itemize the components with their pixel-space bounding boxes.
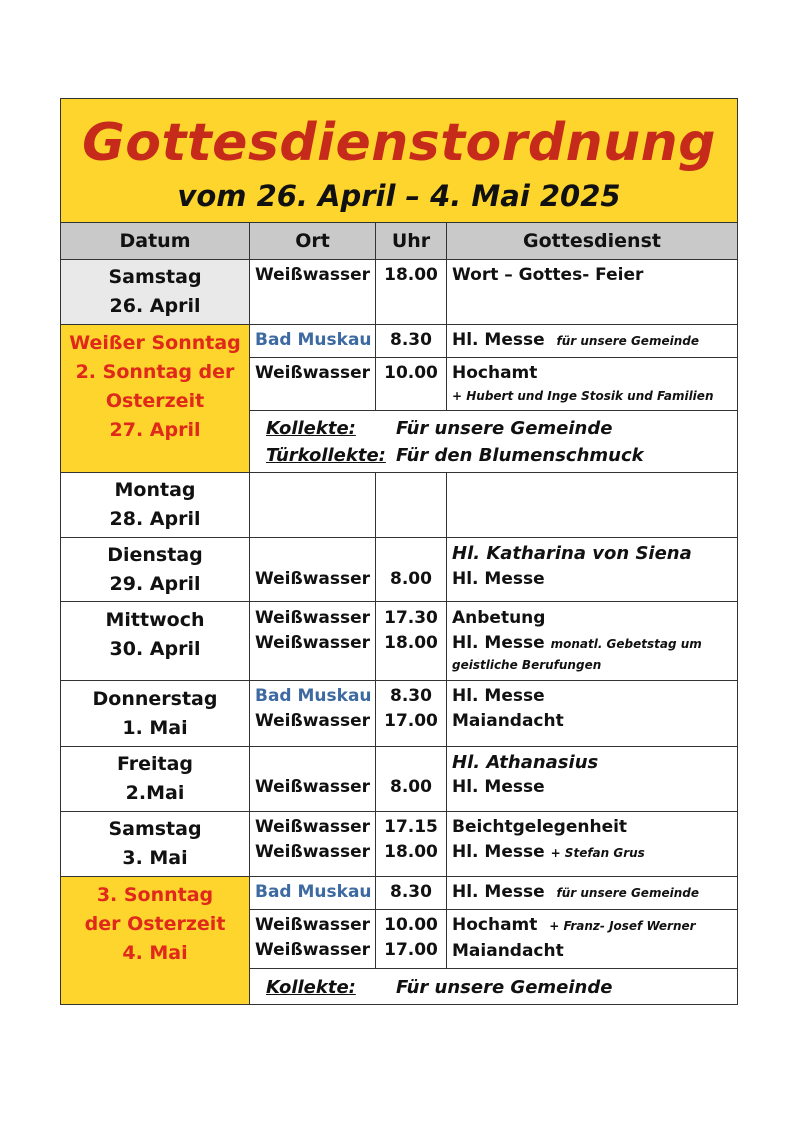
location: Bad Muskau — [255, 330, 372, 350]
collection-text: Für unsere Gemeinde — [396, 977, 613, 998]
collection-label: Kollekte: — [266, 418, 356, 439]
date-cell — [61, 815, 249, 873]
service-note: geistliche Berufungen — [452, 658, 602, 672]
col-header-uhr: Uhr — [376, 223, 446, 260]
location: Weißwasser — [255, 265, 371, 285]
collection — [266, 974, 612, 1001]
service-note: für unsere Gemeinde — [556, 334, 699, 348]
time: 10.00 17.00 — [384, 915, 438, 960]
location: Weißwasser — [255, 569, 371, 589]
service-note: + Franz- Josef Werner — [549, 919, 696, 933]
service: Hl. Messe Maiandacht — [452, 686, 564, 731]
time: 8.00 — [390, 777, 432, 797]
date: 26. April — [109, 295, 201, 317]
weekday: Montag — [114, 479, 196, 501]
feast-name: 3. Sonntag — [96, 884, 214, 906]
service-note: monatl. Gebetstag um — [550, 637, 702, 651]
time: 18.00 — [384, 265, 438, 285]
date-cell — [61, 263, 249, 321]
date-cell — [61, 329, 249, 445]
service: Hl. Messe für unsere Gemeinde — [452, 882, 699, 902]
weekday: Mittwoch — [105, 609, 205, 631]
service-note: für unsere Gemeinde — [556, 886, 699, 900]
date: 4. Mai — [122, 942, 188, 964]
collection-label: Türkollekte: — [266, 445, 386, 466]
time: 17.30 18.00 — [384, 608, 438, 653]
feast-name: der Osterzeit — [84, 913, 226, 935]
date: 1. Mai — [122, 717, 188, 739]
service-note: + Hubert und Inge Stosik und Familien — [452, 389, 714, 403]
feast-name: 2. Sonntag der — [75, 361, 235, 383]
collection-label: Kollekte: — [266, 977, 356, 998]
weekday: Dienstag — [107, 544, 203, 566]
service — [447, 328, 699, 354]
time: 8.30 17.00 — [384, 686, 438, 731]
service-name: Hl. Messe — [452, 330, 545, 350]
service-name: Anbetung — [452, 608, 546, 628]
service-name: Hochamt — [452, 363, 538, 383]
saint-day: Hl. Athanasius — [452, 752, 599, 773]
date-cell — [61, 541, 249, 599]
date: 2.Mai — [125, 782, 185, 804]
page-title: Gottesdienstordnung — [82, 113, 716, 173]
weekday: Freitag — [116, 753, 194, 775]
date-cell — [61, 881, 249, 968]
collection — [266, 415, 644, 469]
col-header-gottesdienst: Gottesdienst — [447, 223, 737, 260]
weekday: Samstag — [108, 266, 202, 288]
location: Weißwasser Weißwasser — [255, 608, 371, 653]
weekday: Samstag — [108, 818, 202, 840]
time: 8.00 — [390, 569, 432, 589]
date: 30. April — [109, 638, 201, 660]
location: Weißwasser Weißwasser — [255, 817, 371, 862]
col-header-datum: Datum — [61, 223, 249, 260]
weekday: Donnerstag — [92, 688, 218, 710]
service — [447, 361, 713, 406]
time: 8.30 — [390, 882, 432, 902]
date: 27. April — [109, 419, 201, 441]
service: Hochamt + Franz- Josef Werner Maiandacht — [452, 915, 696, 961]
date-cell — [61, 606, 249, 664]
time: 10.00 — [384, 363, 438, 383]
feast-name: Weißer Sonntag — [69, 332, 241, 354]
time: 8.30 — [390, 330, 432, 350]
service-name: Hl. Messe — [452, 633, 545, 653]
schedule-table — [60, 98, 738, 1005]
location: Weißwasser — [255, 777, 371, 797]
location: Weißwasser Weißwasser — [255, 915, 371, 960]
date: 29. April — [109, 573, 201, 595]
feast-name: Osterzeit — [105, 390, 205, 412]
date-cell — [61, 476, 249, 534]
date: 28. April — [109, 508, 201, 530]
collection-text: Für unsere Gemeinde — [396, 418, 613, 439]
service — [447, 606, 702, 673]
time: 17.15 18.00 — [384, 817, 438, 862]
collection-text: Für den Blumenschmuck — [396, 445, 644, 466]
service: Beichtgelegenheit Hl. Messe + Stefan Grus — [452, 817, 645, 862]
date-cell — [61, 685, 249, 743]
header — [61, 99, 737, 223]
service-note: + Stefan Grus — [550, 846, 645, 860]
page-subtitle: vom 26. April – 4. Mai 2025 — [177, 179, 621, 213]
col-header-ort: Ort — [250, 223, 375, 260]
date-cell — [61, 750, 249, 808]
saint-day: Hl. Katharina von Siena — [452, 543, 692, 564]
service: Hl. Messe — [452, 569, 545, 589]
location: Bad Muskau — [255, 882, 372, 902]
location: Bad Muskau Weißwasser — [255, 686, 372, 731]
location: Weißwasser — [255, 363, 371, 383]
date: 3. Mai — [122, 847, 188, 869]
service: Hl. Messe — [452, 777, 545, 797]
service: Wort – Gottes- Feier — [452, 265, 644, 285]
